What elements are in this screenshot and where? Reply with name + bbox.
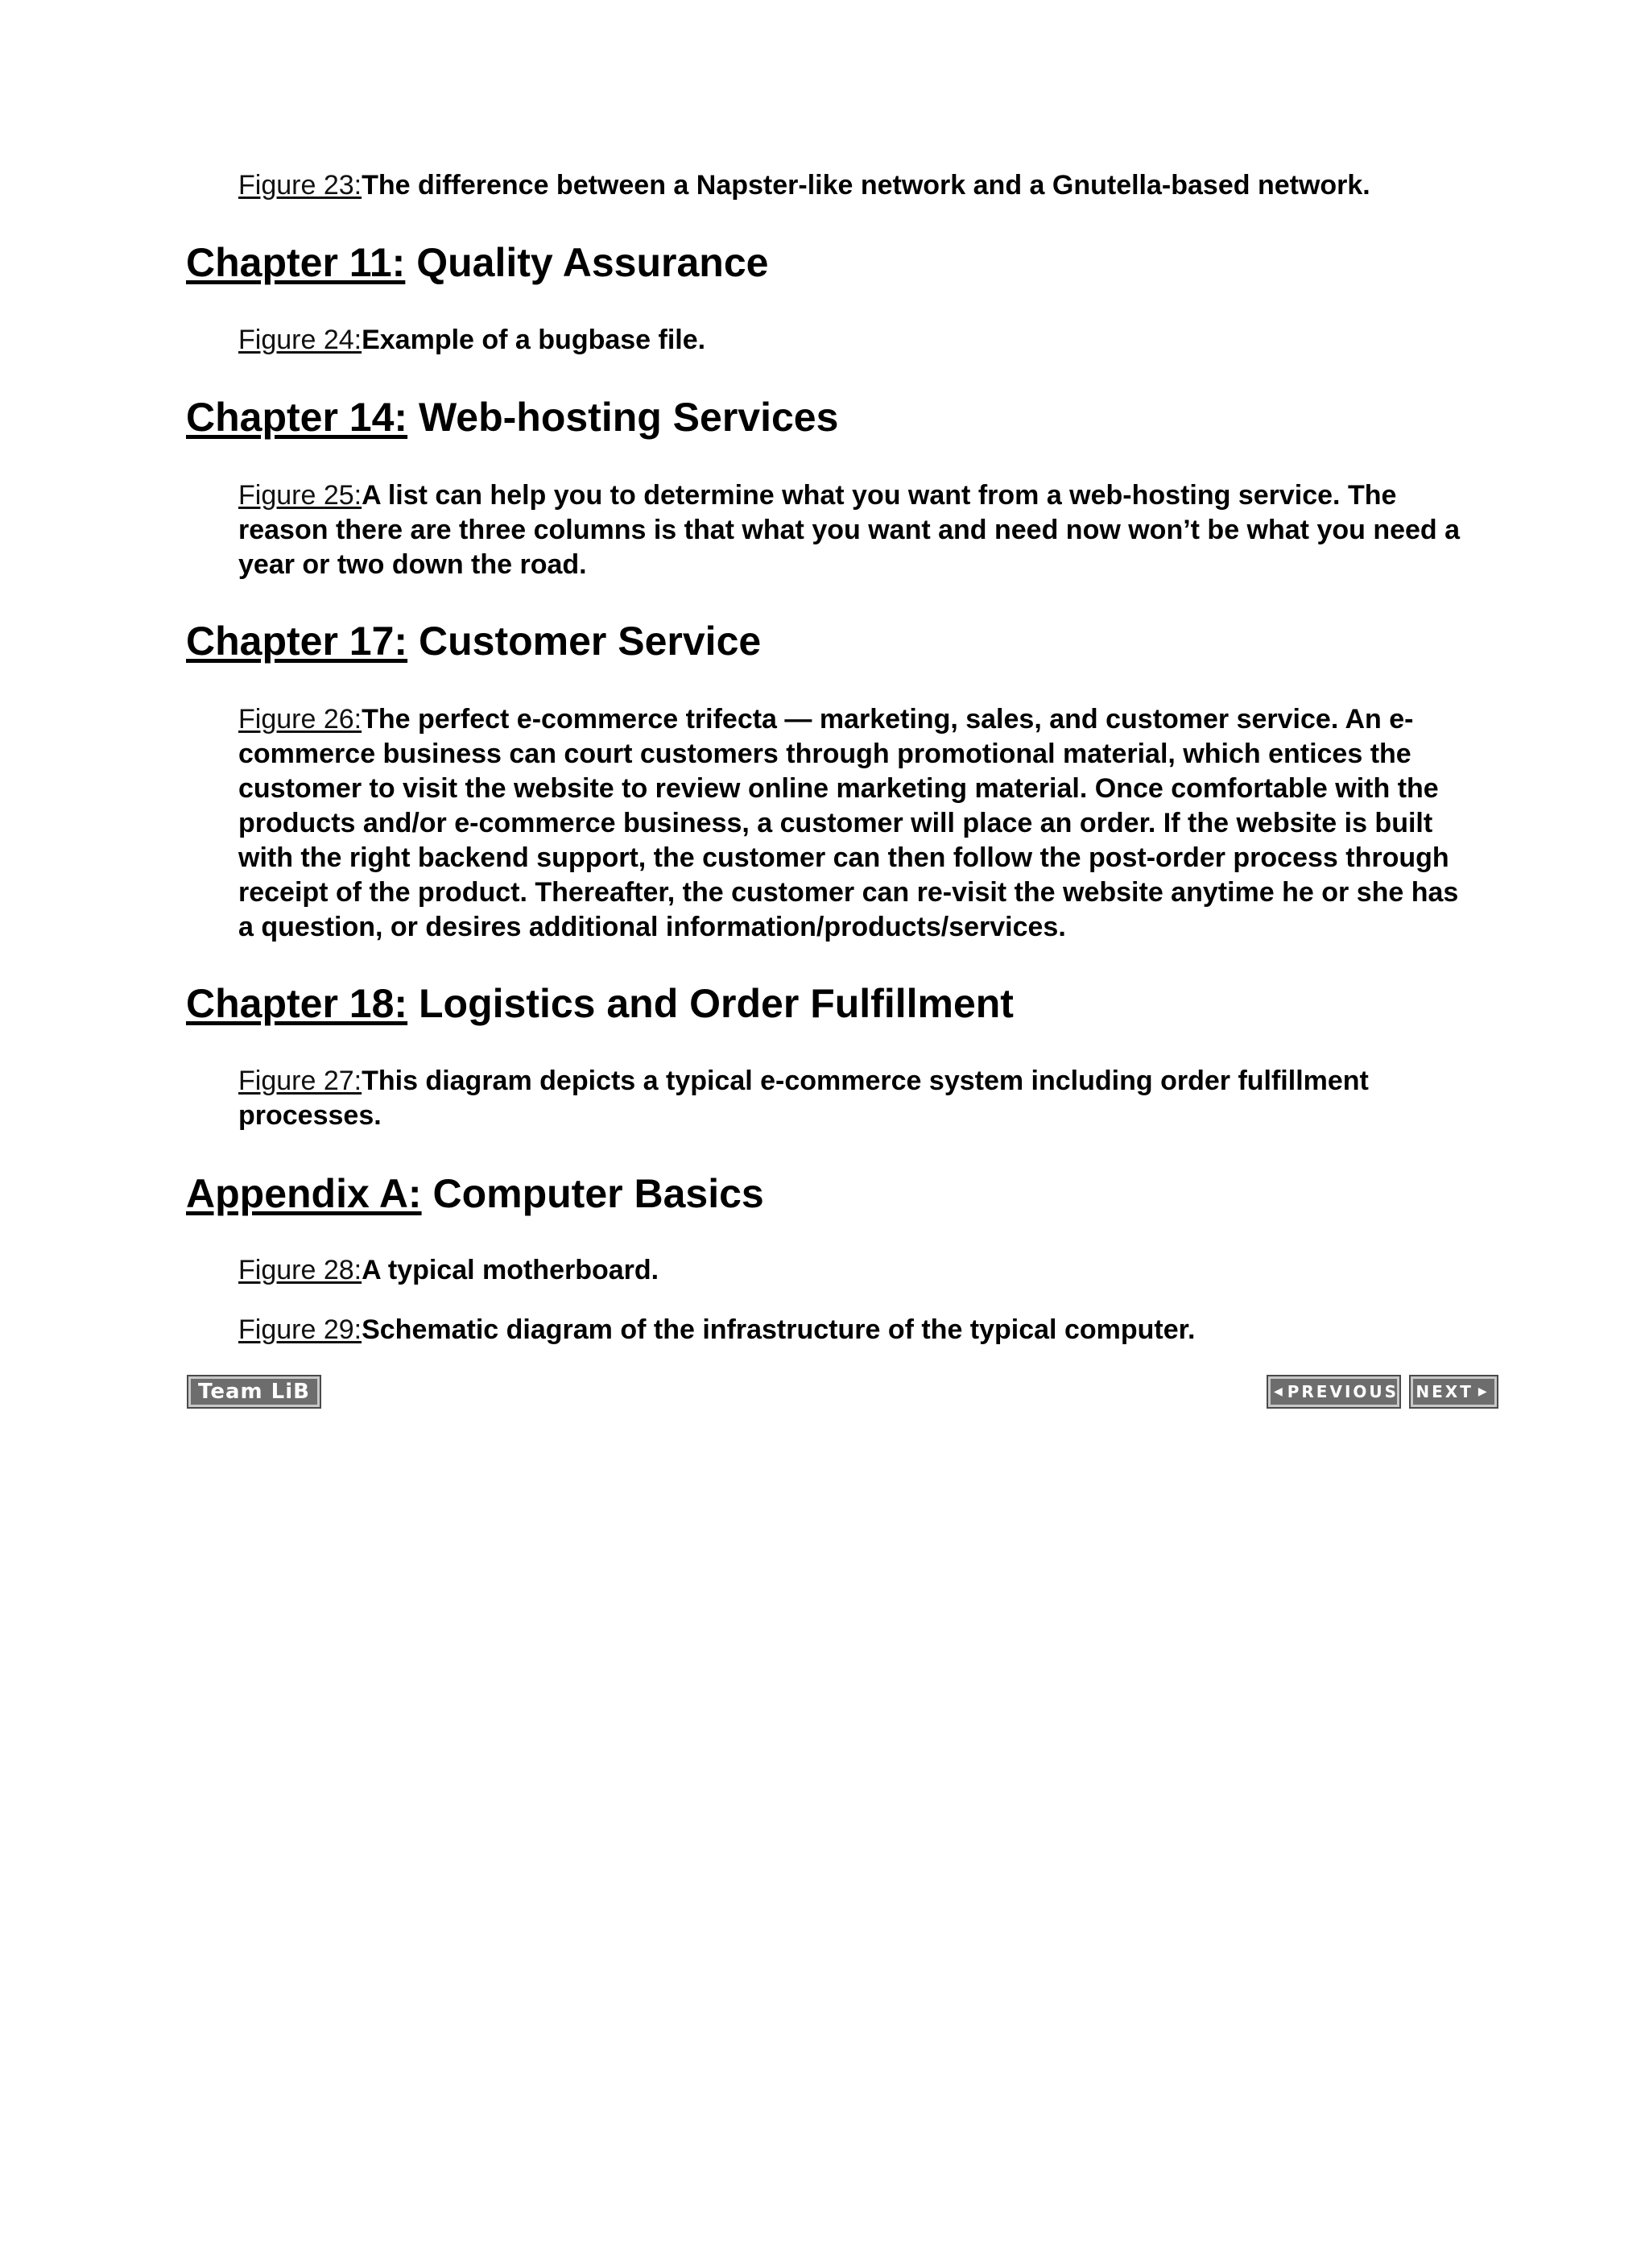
next-button[interactable] [1411, 1376, 1497, 1407]
chapter-link[interactable]: Chapter 14: [186, 395, 408, 440]
previous-label: PREVIOUS [1287, 1382, 1399, 1401]
chapter-title: Web-hosting Services [418, 395, 839, 440]
figure-link[interactable]: Figure 28: [238, 1255, 362, 1285]
figure-caption: The perfect e-commerce trifecta — marketing, sales, and customer service. An e-commerce business can court customers through promotional material, which entices the customer to visit the website to review online marketing material. Once comfortable with the products and/or e-commerce business, a customer will place an order. If the website is built with the right backend support, the customer can then follow the post-order process through receipt of the product. Thereafter, the customer can re-visit the website anytime he or she has a question, or desires additional information/products/services. [238, 704, 1459, 942]
chapter-title: Quality Assurance [416, 240, 769, 285]
team-lib-label: Team LiB [198, 1380, 310, 1404]
figure-entry [238, 702, 1462, 945]
figure-entry [238, 1313, 1462, 1347]
figure-entry [238, 1064, 1462, 1133]
chapter-link[interactable]: Chapter 18: [186, 981, 408, 1026]
chapter-title: Computer Basics [432, 1171, 764, 1216]
team-lib-button[interactable] [188, 1376, 320, 1407]
triangle-right-icon: ▶ [1477, 1385, 1487, 1398]
figure-caption: The difference between a Napster-like network and a Gnutella-based network. [362, 170, 1370, 201]
figure-link[interactable]: Figure 26: [238, 704, 362, 735]
figure-entry [238, 168, 1462, 203]
chapter-heading [186, 238, 768, 287]
chapter-heading [186, 1169, 764, 1218]
figure-caption: Example of a bugbase file. [362, 325, 706, 355]
chapter-heading [186, 979, 1014, 1028]
figure-link[interactable]: Figure 24: [238, 325, 362, 355]
figure-caption: Schematic diagram of the infrastructure of the typical computer. [362, 1314, 1196, 1345]
figure-entry [238, 323, 1462, 358]
figure-entry [238, 1253, 1462, 1288]
next-label: NEXT [1415, 1382, 1473, 1401]
figure-link[interactable]: Figure 29: [238, 1314, 362, 1345]
figure-caption: A list can help you to determine what you want from a web-hosting service. The reason there are three columns is that what you want and need now won’t be what you need a year or two down the road. [238, 480, 1461, 580]
chapter-link[interactable]: Chapter 17: [186, 619, 408, 664]
chapter-title: Logistics and Order Fulfillment [418, 981, 1014, 1026]
previous-button[interactable] [1268, 1376, 1399, 1407]
figure-link[interactable]: Figure 27: [238, 1066, 362, 1096]
chapter-heading [186, 617, 761, 665]
figure-caption: A typical motherboard. [362, 1255, 659, 1285]
chapter-link[interactable]: Chapter 11: [186, 240, 406, 285]
triangle-left-icon: ◀ [1273, 1385, 1283, 1398]
figure-link[interactable]: Figure 23: [238, 170, 362, 201]
figure-entry [238, 478, 1462, 582]
figure-caption: This diagram depicts a typical e-commerce system including order fulfillment processes. [238, 1066, 1369, 1131]
figure-link[interactable]: Figure 25: [238, 480, 362, 511]
chapter-title: Customer Service [418, 619, 762, 664]
chapter-heading [186, 393, 838, 441]
chapter-link[interactable]: Appendix A: [186, 1171, 422, 1216]
